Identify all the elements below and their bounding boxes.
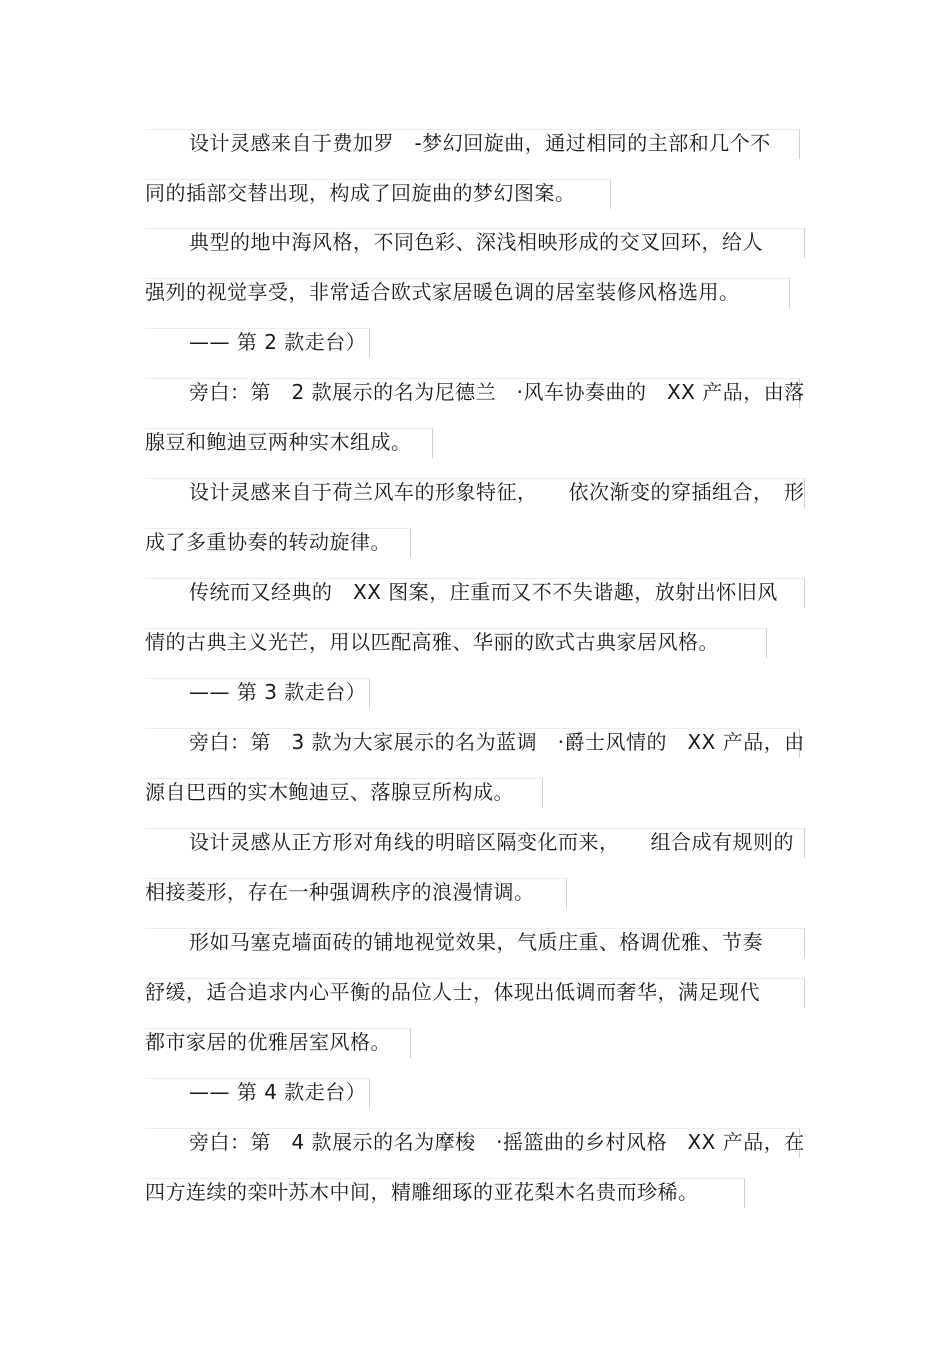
text-line-content: —— 第 3 款走台） [189,680,367,704]
text-line [145,179,611,209]
text-line [145,778,543,808]
text-line [145,278,790,308]
text-line-content: 腺豆和鲍迪豆两种实木组成。 [145,430,412,454]
text-line-content: —— 第 2 款走台） [189,330,367,354]
text-line-content: 成了多重协奏的转动旋律。 [145,530,391,554]
text-line [145,1128,805,1158]
text-line-content: 旁白：第 2 款展示的名为尼德兰 ·风车协奏曲的 XX 产品，由落 [189,380,805,404]
text-line [145,378,805,408]
text-line-content: 旁白：第 3 款为大家展示的名为蓝调 ·爵士风情的 XX 产品，由 [189,730,805,754]
text-line [145,678,370,708]
text-line-content: 设计灵感来自于费加罗 -梦幻回旋曲，通过相同的主部和几个不 [189,131,771,155]
text-line [145,228,805,258]
text-line-content: —— 第 4 款走台） [189,1080,367,1104]
text-line [145,528,411,558]
text-line [145,728,805,758]
text-line [145,628,767,658]
text-line [145,1078,370,1108]
text-line [145,1178,745,1208]
text-line-content: 四方连续的栾叶苏木中间，精雕细琢的亚花梨木名贵而珍稀。 [145,1180,699,1204]
text-line [145,129,800,159]
text-line-content: 同的插部交替出现，构成了回旋曲的梦幻图案。 [145,181,576,205]
text-line [145,478,805,508]
text-line-content: 典型的地中海风格，不同色彩、深浅相映形成的交叉回环，给人 [189,230,763,254]
text-line-content: 形如马塞克墙面砖的铺地视觉效果，气质庄重、格调优雅、节奏 [189,930,763,954]
text-line [145,978,805,1008]
text-line [145,428,433,458]
text-line [145,328,370,358]
text-line [145,578,805,608]
text-line [145,878,567,908]
text-line-content: 强列的视觉享受，非常适合欧式家居暖色调的居室装修风格选用。 [145,280,740,304]
text-line-content: 传统而又经典的 XX 图案，庄重而又不不失谐趣，放射出怀旧风 [189,580,778,604]
text-line-content: 旁白：第 4 款展示的名为摩梭 ·摇篮曲的乡村风格 XX 产品，在 [189,1130,805,1154]
text-line-content: 情的古典主义光芒，用以匹配高雅、华丽的欧式古典家居风格。 [145,630,719,654]
text-line-content: 都市家居的优雅居室风格。 [145,1030,391,1054]
text-line-content: 源自巴西的实木鲍迪豆、落腺豆所构成。 [145,780,514,804]
text-line [145,1028,411,1058]
text-line-content: 设计灵感从正方形对角线的明暗区隔变化而来， 组合成有规则的 [189,830,794,854]
text-line [145,928,805,958]
text-line [145,828,805,858]
text-line-content: 相接菱形，存在一种强调秩序的浪漫情调。 [145,880,535,904]
text-line-content: 设计灵感来自于荷兰风车的形象特征， 依次渐变的穿插组合， 形 [189,480,805,504]
text-line-content: 舒缓，适合追求内心平衡的品位人士，体现出低调而奢华，满足现代 [145,980,760,1004]
